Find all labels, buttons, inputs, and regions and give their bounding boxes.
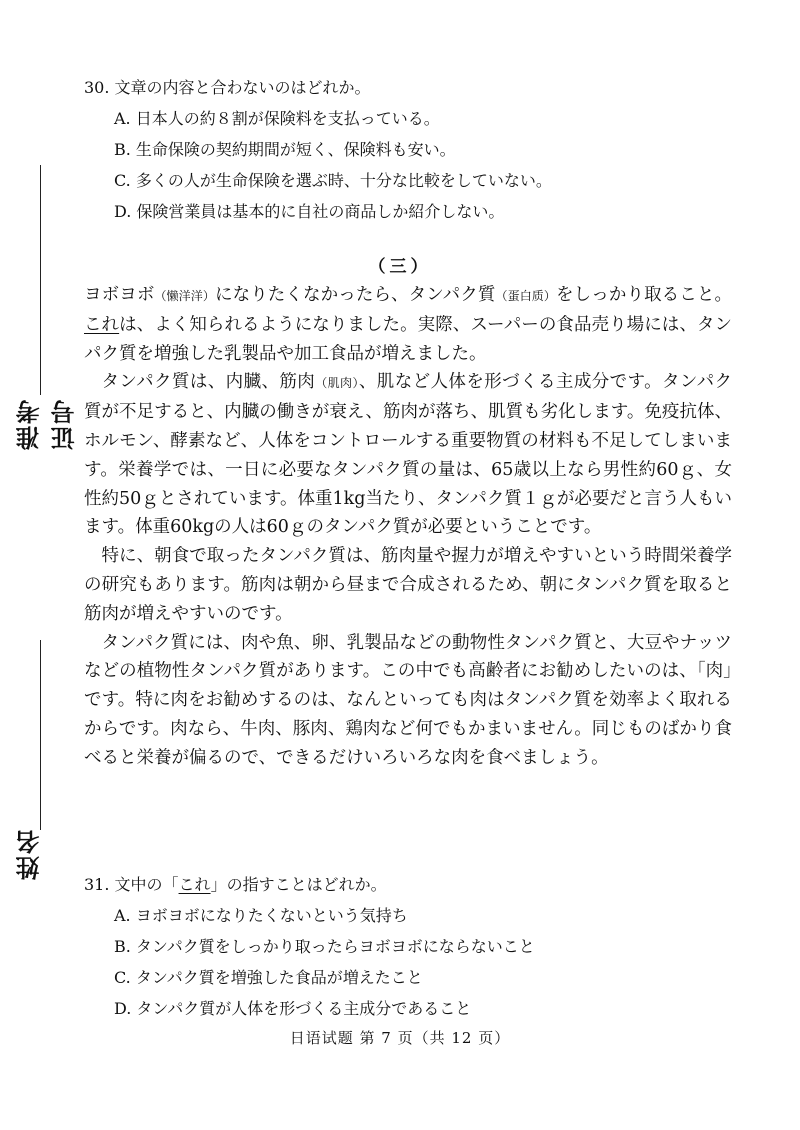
p1-text-c: をしっかり取ること。 (556, 285, 732, 305)
question-30-option-a: A. 日本人の約８割が保険料を支払っている。 (114, 109, 440, 128)
reading-passage (84, 281, 732, 773)
exam-number-field (0, 150, 79, 450)
passage-paragraph-1 (84, 281, 732, 368)
page-footer: 日语试题 第 7 页（共 12 页） (289, 1029, 511, 1047)
name-line (40, 640, 41, 830)
question-31-option-d: D. タンパク質が人体を形づくる主成分であること (114, 999, 472, 1018)
q31-stem-kore: これ (178, 875, 211, 894)
p1-gloss-1: （懒洋洋） (154, 289, 215, 303)
question-30-option-d: D. 保険営業員は基本的に自社の商品しか紹介しない。 (114, 202, 505, 221)
passage-paragraph-2 (84, 368, 732, 542)
name-field (0, 640, 60, 895)
question-30-option-b: B. 生命保険の契約期間が短く、保険料も安い。 (114, 140, 456, 159)
question-31-stem (84, 874, 732, 896)
exam-number-line (40, 165, 41, 395)
question-30-stem: 30. 文章の内容と合わないのはどれか。 (84, 78, 371, 97)
p1-text-a: ヨボヨボ (84, 285, 155, 305)
q31-stem-b: 」の指すことはどれか。 (210, 875, 387, 894)
question-31 (84, 874, 732, 1020)
q31-stem-a: 31. 文中の「 (84, 875, 179, 894)
question-31-option-b: B. タンパク質をしっかり取ったらヨボヨボにならないこと (114, 937, 535, 956)
exam-number-label: 准考证号 (16, 398, 79, 450)
question-31-option-c: C. タンパク質を増強した食品が増えたこと (114, 968, 423, 987)
passage-paragraph-4: タンパク質には、肉や魚、卵、乳製品などの動物性タンパク質と、大豆やナッツなどの植物性タンパク質があります。この中でも高齢者にお勧めしたいのは、「肉」です。特に肉をお勧めするのは、なんといっても肉はタンパク質を効率よく取れるからです。肉なら、牛肉、豚肉、鶏肉など何でもかまいません。同じものばかり食べると栄養が偏るので、できるだけいろいろな肉を食べましょう。 (84, 632, 732, 768)
question-30-options (84, 108, 732, 223)
question-30-option-c: C. 多くの人が生命保険を選ぶ時、十分な比較をしていない。 (114, 171, 552, 190)
p1-text-d: は、よく知られるようになりました。実際、スーパーの食品売り場には、タンパク質を増強した乳製品や加工食品が増えました。 (84, 314, 732, 364)
p2-text-b: 、肌など人体を形づくる主成分です。タンパク質が不足すると、内臓の働きが衰え、筋肉が落ち、肌質も劣化します。免疫抗体、ホルモン、酵素など、人体をコントロールする重要物質の材料も不足してしまいます。栄養学では、一日に必要なタンパク質の量は、65歳以上なら男性約60ｇ、女性約50ｇとされています。体重1kg当たり、タンパク質１ｇが必要だと言う人もいます。体重60kgの人は60ｇのタンパク質が必要ということです。 (84, 372, 732, 538)
p2-text-a: タンパク質は、内臓、筋肉 (101, 372, 316, 393)
p2-gloss: （肌肉） (315, 376, 359, 391)
question-31-options (84, 905, 732, 1020)
name-label: 姓名 (16, 828, 44, 880)
passage-paragraph-3: 特に、朝食で取ったタンパク質は、筋肉量や握力が増えやすいという時間栄養学の研究もあります。筋肉は朝から昼まで合成されるため、朝にタンパク質を取ると筋肉が増えやすいのです。 (84, 546, 732, 624)
p1-text-b: になりたくなかったら、タンパク質 (214, 285, 496, 305)
p1-underlined-kore: これ (84, 314, 120, 335)
question-31-option-a: A. ヨボヨボになりたくないという気持ち (114, 906, 408, 925)
p1-gloss-2: （蛋白质） (495, 289, 557, 303)
section-heading: （三） (368, 257, 432, 277)
question-30 (84, 77, 732, 223)
